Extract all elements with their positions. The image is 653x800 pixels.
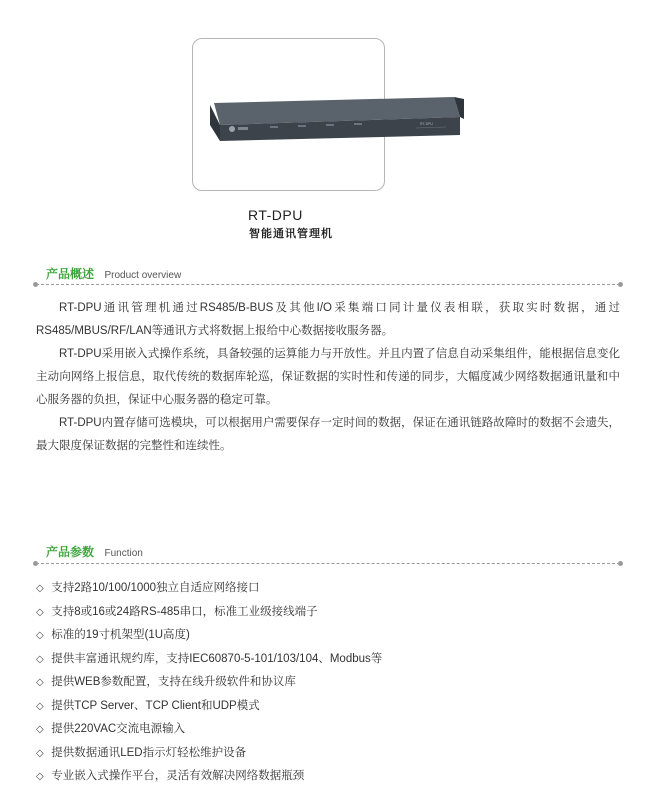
function-item: ◇ 提供数据通讯LED指示灯轻松维护设备 — [36, 742, 620, 766]
diamond-bullet-icon: ◇ — [36, 700, 44, 712]
product-subtitle: 智能通讯管理机 — [249, 228, 333, 240]
function-section-title — [46, 543, 143, 561]
diamond-bullet-icon: ◇ — [36, 771, 44, 782]
device-led — [354, 123, 362, 125]
device-logo-text — [238, 127, 248, 130]
function-divider — [36, 563, 620, 564]
function-item: ◇ 支持2路10/100/1000独立自适应网络接口 — [36, 577, 620, 601]
function-item: ◇ 提供220VAC交流电源输入 — [36, 718, 620, 742]
function-item: ◇ 提供TCP Server、TCP Client和UDP模式 — [36, 695, 620, 719]
diamond-bullet-icon: ◇ — [36, 630, 44, 641]
diamond-bullet-icon: ◇ — [36, 606, 44, 618]
function-item: ◇ 标准的19寸机架型(1U高度) — [36, 624, 620, 648]
function-title-en: Function — [104, 548, 143, 559]
overview-divider — [36, 284, 620, 285]
overview-paragraph: RT-DPU通讯管理机通过RS485/B-BUS及其他I/O采集端口同计量仪表相联，获取实时数据，通过RS485/MBUS/RF/LAN等通讯方式将数据上报给中心数据接收服务器。 — [36, 302, 620, 337]
diamond-bullet-icon: ◇ — [36, 747, 44, 759]
overview-paragraph: RT-DPU采用嵌入式操作系统，具备较强的运算能力与开放性。并且内置了信息自动采集组件，能根据信息变化主动向网络上报信息，取代传统的数据库轮巡，保证数据的实时性和传递的同步，大幅度减少网络数据通讯量和中心服务器的负担，保证中心服务器的稳定可靠。 — [36, 348, 620, 406]
function-title-cn: 产品参数 — [46, 545, 95, 559]
device-label: RT-DPU — [420, 122, 433, 126]
function-item: ◇ 专业嵌入式操作平台，灵活有效解决网络数据瓶颈 — [36, 765, 620, 789]
device-led — [326, 124, 334, 126]
overview-paragraph: RT-DPU内置存储可选模块，可以根据用户需要保存一定时间的数据，保证在通讯链路故障时的数据不会遗失，最大限度保证数据的完整性和连续性。 — [36, 417, 620, 452]
overview-title-cn: 产品概述 — [46, 267, 95, 281]
overview-body — [36, 297, 620, 458]
function-item: ◇ 支持8或16或24路RS-485串口，标准工业级接线端子 — [36, 601, 620, 625]
overview-section-title — [46, 265, 181, 283]
diamond-bullet-icon: ◇ — [36, 653, 44, 665]
diamond-bullet-icon: ◇ — [36, 583, 44, 594]
diamond-bullet-icon: ◇ — [36, 724, 44, 735]
overview-title-en: Product overview — [104, 270, 182, 281]
rack-device-image — [208, 95, 466, 141]
function-list — [36, 577, 620, 789]
product-name: RT-DPU — [248, 207, 303, 223]
function-item: ◇ 提供丰富通讯规约库，支持IEC60870-5-101/103/104、Modbus等 — [36, 648, 620, 672]
device-led — [270, 126, 278, 128]
function-item: ◇ 提供WEB参数配置，支持在线升级软件和协议库 — [36, 671, 620, 695]
diamond-bullet-icon: ◇ — [36, 677, 44, 688]
device-led — [298, 125, 306, 127]
device-logo-icon — [229, 126, 235, 132]
